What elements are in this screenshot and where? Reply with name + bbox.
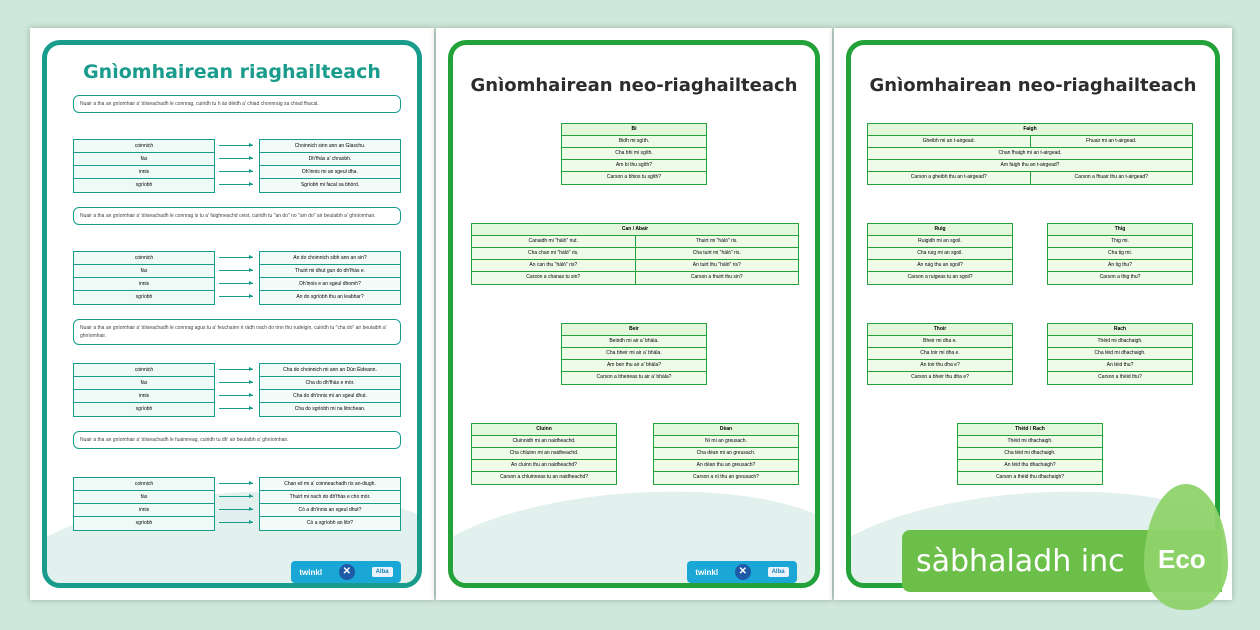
rule-text: Nuair a tha an gnìomhair a' tòiseachadh le connrag is tu a' faighneachd ceist, cuiridh tu "an do" no "am do" air beulaibh a' ghnìomhair. <box>73 207 401 225</box>
verb-cell: sgrìobh <box>74 291 214 304</box>
example-cell: Chan eil mi a' coinneachadh ris an-diugh. <box>260 478 400 491</box>
verb-table-heading: Bi <box>562 124 706 136</box>
arrow-icon <box>219 522 253 523</box>
arrow-icon <box>219 270 253 271</box>
verb-table-row: Carson a bhios tu sgìth? <box>606 174 662 180</box>
verb-table <box>653 423 799 485</box>
verb-table-row: An tèid thu dhachaigh? <box>958 460 1102 472</box>
verb-cell: coinnich <box>74 478 214 491</box>
verb-table-row: Carson a ruigeas tu an sgoil? <box>907 274 973 280</box>
example-cell: Cha do dh'innis mi an sgeul dhut. <box>260 390 400 403</box>
twinkl-logo <box>291 561 401 583</box>
conjugation-block <box>73 477 401 529</box>
arrow-icon <box>219 369 253 370</box>
sheet-frame <box>42 40 422 588</box>
verb-cell: innis <box>74 278 214 291</box>
verb-table-row: Beiridh mi air a' bhàla. <box>562 336 706 348</box>
verb-table-cell: Carson a gheibh thu an t-airgead? <box>910 174 987 180</box>
verb-table-row: Cha chluinn mi an naidheachd. <box>472 448 616 460</box>
arrow-icon <box>219 483 253 484</box>
verb-table-row: Cha tèid mi dhachaigh. <box>958 448 1102 460</box>
example-cell: Cò a dh'innis an sgeul dhut? <box>260 504 400 517</box>
verb-table-row <box>472 248 798 260</box>
arrow-icon <box>219 283 253 284</box>
verb-table-row: Carson a thèid thu dhachaigh? <box>995 474 1065 480</box>
worksheet-irregular-verbs-1[interactable] <box>436 28 832 600</box>
verb-table-row: An toir thu dha e? <box>868 360 1012 372</box>
example-cell: Cha do sgrìobh mi na litrichean. <box>260 403 400 416</box>
logo-brand: twinkl <box>695 567 719 577</box>
verb-table-cell: Gheibh mi an t-airgead. <box>922 138 975 144</box>
verb-table-cell: Cha chan mi "hàlò" ris. <box>527 250 579 256</box>
verb-table <box>867 323 1013 385</box>
example-cell: Thuirt mi dhut gun do dh'fhàs e. <box>260 265 400 278</box>
verb-table <box>867 223 1013 285</box>
example-cell: Dh'fhàs a' chraobh. <box>260 153 400 166</box>
verb-table-row: Ruigidh mi an sgoil. <box>868 236 1012 248</box>
arrow-icon <box>219 296 253 297</box>
sheet-frame <box>448 40 820 588</box>
arrow-icon <box>219 395 253 396</box>
verb-table-row: Thig mi. <box>1048 236 1192 248</box>
verb-table-row: Cha bheir mi air a' bhàla. <box>562 348 706 360</box>
verb-cell: sgrìobh <box>74 403 214 416</box>
verb-table <box>561 323 707 385</box>
verb-table-heading: Thig <box>1048 224 1192 236</box>
verb-table-row <box>868 172 1192 184</box>
verb-table-row <box>472 236 798 248</box>
verb-table-row: An tig thu? <box>1048 260 1192 272</box>
verb-cell: fàs <box>74 265 214 278</box>
arrow-icon <box>219 145 253 146</box>
saltire-flag-icon: ✕ <box>339 564 355 580</box>
verb-table-heading: Ruig <box>868 224 1012 236</box>
worksheet-regular-verbs[interactable] <box>30 28 434 600</box>
logo-tag: Alba <box>372 567 393 577</box>
verb-table-row: An dèan thu an greusach? <box>654 460 798 472</box>
verb-table-row <box>472 260 798 272</box>
verb-table-row: An tèid thu? <box>1048 360 1192 372</box>
verb-table-row: Carson a thig thu? <box>1099 274 1141 280</box>
verb-table-heading: Rach <box>1048 324 1192 336</box>
verb-table-heading: Dèan <box>654 424 798 436</box>
verb-table-row: Carson a chluinneas tu an naidheachd? <box>499 474 589 480</box>
verb-table <box>561 123 707 185</box>
conjugation-block <box>73 251 401 303</box>
verb-table-cell: Canaidh mi "hàlò" riut. <box>528 238 578 244</box>
verb-table-row: Thèid mi dhachaigh. <box>1048 336 1192 348</box>
arrow-icon <box>219 171 253 172</box>
verb-table <box>471 423 617 485</box>
verb-cell: fàs <box>74 153 214 166</box>
verb-table <box>1047 323 1193 385</box>
verb-table-row: Carson a bheir thu dha e? <box>911 374 969 380</box>
verb-table-row: Bidh mi sgìth. <box>562 136 706 148</box>
verb-cell: sgrìobh <box>74 179 214 192</box>
verb-cell: fàs <box>74 491 214 504</box>
logo-brand: twinkl <box>299 567 323 577</box>
verb-cell: innis <box>74 390 214 403</box>
verb-table-row: Cha toir mi dha e. <box>868 348 1012 360</box>
example-cell: An do sgrìobh thu an leabhar? <box>260 291 400 304</box>
verb-table-row: Am bi thu sgìth? <box>562 160 706 172</box>
verb-table-heading: Thèid / Rach <box>958 424 1102 436</box>
verb-table-heading: Can / Abair <box>472 224 798 236</box>
verb-table-cell: An tuirt thu "hàlò" ris? <box>635 260 799 271</box>
rule-text: Nuair a tha an gnìomhair a' tòiseachadh le connrag, cuiridh tu h às dèidh a' chiad chonnraig sa chiad fhacal. <box>73 95 401 113</box>
eco-badge-text: sàbhaladh inc <box>916 543 1125 579</box>
sheet-title: Gnìomhairean riaghailteach <box>83 61 381 83</box>
verb-table <box>1047 223 1193 285</box>
verb-cell: innis <box>74 504 214 517</box>
twinkl-logo <box>687 561 797 583</box>
example-cell: Cha do dh'fhàs e mòr. <box>260 377 400 390</box>
verb-table-row: Am beir thu air a' bhàla? <box>562 360 706 372</box>
conjugation-block <box>73 363 401 415</box>
verb-table-row: Cha bhi mi sgìth. <box>562 148 706 160</box>
verb-cell: coinnich <box>74 364 214 377</box>
example-cell: Cha do choinnich mi ann an Dùn Èideann. <box>260 364 400 377</box>
example-cell: Choinnich sinn ann an Glaschu. <box>260 140 400 153</box>
verb-table-row: Am faigh thu an t-airgead? <box>868 160 1192 172</box>
verb-table-row: Cha ruig mi an sgoil. <box>868 248 1012 260</box>
verb-table <box>867 123 1193 185</box>
verb-table-cell: An can thu "hàlò" ris? <box>529 262 578 268</box>
verb-cell: coinnich <box>74 252 214 265</box>
verb-cell: fàs <box>74 377 214 390</box>
verb-table-row: Cluinnidh mi an naidheachd. <box>472 436 616 448</box>
verb-table-cell: Cha tuirt mi "hàlò" ris. <box>635 248 799 259</box>
verb-cell: sgrìobh <box>74 517 214 530</box>
logo-tag: Alba <box>768 567 789 577</box>
verb-table-cell: Carson a chanas tu sin? <box>526 274 581 280</box>
verb-table-cell: Carson a fhuair thu an t-airgead? <box>1030 172 1193 184</box>
verb-cell: innis <box>74 166 214 179</box>
example-cell: Sgrìobh mi facal sa bhòrd. <box>260 179 400 192</box>
verb-table-heading: Faigh <box>868 124 1192 136</box>
verb-table-cell: Carson a thuirt thu sin? <box>635 272 799 284</box>
arrow-icon <box>219 158 253 159</box>
rule-text: Nuair a tha an gnìomhair a' tòiseachadh le connrag agus tu a' feuchainn ri ràdh nach do rinn thu rudeigin, cuiridh tu "cha do" air beulaibh a' ghnìomhair. <box>73 319 401 345</box>
eco-label: Eco <box>1158 544 1206 574</box>
verb-table-row: Cha tig mi. <box>1048 248 1192 260</box>
verb-cell: coinnich <box>74 140 214 153</box>
verb-table <box>957 423 1103 485</box>
example-cell: Thuirt mi nach do dh'fhàs e cho mòr. <box>260 491 400 504</box>
arrow-icon <box>219 496 253 497</box>
arrow-icon <box>219 184 253 185</box>
verb-table-row: Bheir mi dha e. <box>868 336 1012 348</box>
verb-table-row: Cha tèid mi dhachaigh. <box>1048 348 1192 360</box>
verb-table-cell: Thuirt mi "hàlò" ris. <box>635 236 799 247</box>
verb-table-row: Carson a thèid thu? <box>1098 374 1142 380</box>
arrow-icon <box>219 257 253 258</box>
verb-table <box>471 223 799 285</box>
example-cell: Dh'innis mi an sgeul dha. <box>260 166 400 179</box>
verb-table-row <box>472 272 798 284</box>
verb-table-row: Carson a nì thu an greusach? <box>693 474 759 480</box>
example-cell: Cò a sgrìobh an litir? <box>260 517 400 530</box>
verb-table-heading: Beir <box>562 324 706 336</box>
example-cell: Dh'innis e an sgeul dhomh? <box>260 278 400 291</box>
arrow-icon <box>219 509 253 510</box>
conjugation-block <box>73 139 401 191</box>
sheet-title: Gnìomhairean neo-riaghailteach <box>869 75 1197 96</box>
verb-table-row: An cluinn thu an naidheachd? <box>472 460 616 472</box>
arrow-icon <box>219 382 253 383</box>
saltire-flag-icon: ✕ <box>735 564 751 580</box>
verb-table-row: Carson a bheireas tu air a' bhàla? <box>596 374 672 380</box>
verb-table-row: Chan fhaigh mi an t-airgead. <box>868 148 1192 160</box>
verb-table-row: Nì mi an greusach. <box>654 436 798 448</box>
verb-table-row <box>868 136 1192 148</box>
sheet-title: Gnìomhairean neo-riaghailteach <box>470 75 798 96</box>
verb-table-row: Thèid mi dhachaigh. <box>958 436 1102 448</box>
arrow-icon <box>219 408 253 409</box>
verb-table-row: Cha dèan mi an greusach. <box>654 448 798 460</box>
verb-table-row: An ruig thu an sgoil? <box>868 260 1012 272</box>
verb-table-heading: Cluinn <box>472 424 616 436</box>
verb-table-heading: Thoir <box>868 324 1012 336</box>
verb-table-cell: Fhuair mi an t-airgead. <box>1030 136 1193 147</box>
example-cell: An do choinnich sibh ann an sin? <box>260 252 400 265</box>
rule-text: Nuair a tha an gnìomhair a' tòiseachadh le fuaimreag, cuiridh tu dh' air beulaibh a' ghnìomhair. <box>73 431 401 449</box>
